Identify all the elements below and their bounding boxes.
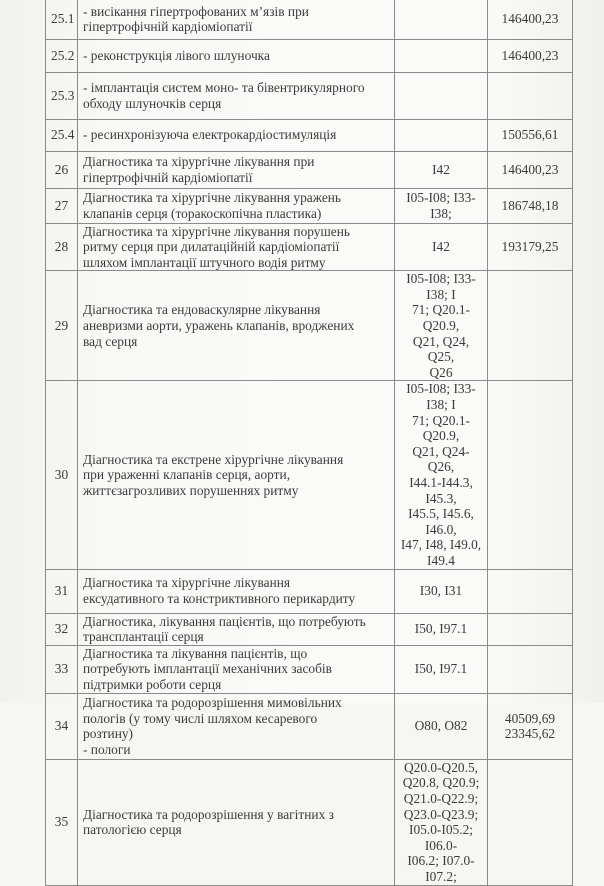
code-line: Q23.0-Q23.9; [403,806,479,822]
row-number: 25.1 [46,0,78,39]
description-line: - реконструкція лівого шлуночка [83,47,270,63]
procedure-description [78,39,395,72]
table-row [46,0,573,39]
tariff-price [488,119,573,151]
price-line: 23345,62 [504,726,556,742]
row-number: 27 [46,188,78,223]
description-line: потребують імплантації механічних засобів [83,661,332,677]
row-number: 34 [46,693,78,759]
icd-codes [395,39,488,72]
row-number: 25.4 [46,119,78,151]
code-line: I50, I97.1 [414,661,468,677]
table-row [46,759,573,885]
icd-codes [395,188,488,223]
procedures-table [45,0,573,886]
code-line: I06.2; I07.0-I07.2; [407,853,475,884]
table-row [46,39,573,72]
description-line: при ураженні клапанів серця, аорти, [83,467,291,483]
table-row [46,151,573,188]
table-row [46,381,573,569]
row-number: 26 [46,151,78,188]
price-line: 146400,23 [501,11,559,27]
code-line: I47, I48, I49.0, [400,537,482,553]
tariff-price [488,271,573,381]
tariff-price [488,569,573,613]
description-line: ексудативного та констриктивного перикардиту [83,591,356,607]
tariff-price [488,645,573,693]
procedure-description [78,569,395,613]
code-line: I42 [432,239,450,255]
table-row [46,188,573,223]
code-line: Q26 [429,364,453,380]
procedure-description [78,72,395,119]
row-number: 29 [46,271,78,381]
description-line: - висікання гіпертрофованих м’язів при [83,3,309,19]
code-line: I05-I08; I33-I38; I [406,271,476,302]
procedure-description [78,645,395,693]
price-line: 146400,23 [501,47,559,63]
code-line: Q21, Q24-Q26, [412,443,470,475]
price-line: 193179,25 [501,239,559,255]
description-line: вад серця [83,333,138,349]
description-line: шляхом імплантації штучного водія ритму [83,254,326,270]
code-line: Q21, Q24, Q25, [412,333,470,365]
code-line: I05-I08; I33-I38; I [406,381,476,413]
code-line: 71; Q20.1-Q20.9, [411,412,471,444]
icd-codes [395,645,488,693]
code-line: I50, I97.1 [414,621,468,637]
table-row [46,613,573,645]
procedure-description [78,188,395,223]
procedure-description [78,613,395,645]
icd-codes [395,72,488,119]
procedure-description [78,0,395,39]
table-row [46,569,573,613]
icd-codes [395,381,488,569]
description-line: ритму серця при дилатаційній кардіоміопатії [83,239,340,255]
tariff-price [488,759,573,885]
description-line: Діагностика та хірургічне лікування уражень [83,189,342,205]
icd-codes [395,613,488,645]
description-line: Діагностика та хірургічне лікування при [83,153,315,169]
description-line: Діагностика та хірургічне лікування [83,575,291,591]
tariff-price [488,188,573,223]
description-line: Діагностика та лікування пацієнтів, що [83,645,308,661]
icd-codes [395,119,488,151]
icd-codes [395,151,488,188]
description-line: трансплантації серця [83,629,204,645]
row-number: 35 [46,759,78,885]
icd-codes [395,693,488,759]
tariff-price [488,151,573,188]
description-line: Діагностика та родорозрішення у вагітних з [83,806,334,822]
description-line: життєзагрозливих порушеннях ритму [83,482,299,498]
procedure-description [78,151,395,188]
description-line: патологією серця [83,822,182,838]
description-line: аневризми аорти, уражень клапанів, вроджених [83,318,355,334]
code-line: I30, I31 [419,583,463,599]
code-line: Q21.0-Q22.9; [403,790,479,806]
description-line: Діагностика та родорозрішення мимовільних [83,695,342,711]
row-number: 30 [46,381,78,569]
tariff-price [488,613,573,645]
procedure-description [78,119,395,151]
procedure-description [78,759,395,885]
row-number: 32 [46,613,78,645]
icd-codes [395,0,488,39]
price-line: 40509,69 [504,710,556,726]
code-line: Q20.8, Q20.9; [402,775,480,791]
table-row [46,693,573,759]
row-number: 33 [46,645,78,693]
description-line: пологів (у тому числі шляхом кесаревого [83,710,318,726]
description-line: обходу шлуночків серця [83,95,222,111]
table-row [46,271,573,381]
table-row [46,645,573,693]
tariff-price [488,39,573,72]
description-line: клапанів серця (торакоскопічна пластика) [83,205,322,221]
procedure-description [78,223,395,271]
row-number: 25.2 [46,39,78,72]
procedure-description [78,381,395,569]
code-line: 71; Q20.1-Q20.9, [411,302,471,334]
tariff-price [488,223,573,271]
tariff-price [488,381,573,569]
description-line: Діагностика та ендоваскулярне лікування [83,302,321,318]
description-line: - пологи [83,741,131,757]
code-line: I45.5, I45.6, I46.0, [408,506,474,537]
code-line: I05-I08; I33-I38; [406,189,476,221]
table-row [46,223,573,271]
row-number: 25.3 [46,72,78,119]
icd-codes [395,569,488,613]
price-line: 150556,61 [501,127,559,143]
row-number: 28 [46,223,78,271]
description-line: Діагностика, лікування пацієнтів, що потребують [83,613,366,629]
icd-codes [395,223,488,271]
table-row [46,119,573,151]
description-line: Діагностика та екстрене хірургічне лікування [83,451,344,467]
procedure-description [78,271,395,381]
tariff-price [488,0,573,39]
description-line: - ресинхронізуюча електрокардіостимуляція [83,127,337,143]
code-line: I44.1-I44.3, I45.3, [409,475,473,506]
code-line: I05.0-I05.2; I06.0- [409,822,473,853]
table-row [46,72,573,119]
description-line: гіпертрофічній кардіоміопатії [83,169,253,185]
row-number: 31 [46,569,78,613]
description-line: - імплантація систем моно- та бівентрикулярного [83,79,365,95]
code-line: I49.4 [427,552,455,568]
procedures-table-body [46,0,573,885]
icd-codes [395,759,488,885]
tariff-price [488,693,573,759]
description-line: гіпертрофічній кардіоміопатії [83,19,253,35]
tariff-price [488,72,573,119]
description-line: Діагностика та хірургічне лікування порушень [83,223,351,239]
description-line: розтину) [83,726,134,742]
price-line: 186748,18 [501,197,559,213]
code-line: O80, O82 [414,718,468,734]
procedure-description [78,693,395,759]
code-line: Q20.0-Q20.5, [403,759,478,775]
description-line: підтримки роботи серця [83,677,222,693]
icd-codes [395,271,488,381]
price-line: 146400,23 [501,161,559,177]
code-line: I42 [432,161,450,177]
